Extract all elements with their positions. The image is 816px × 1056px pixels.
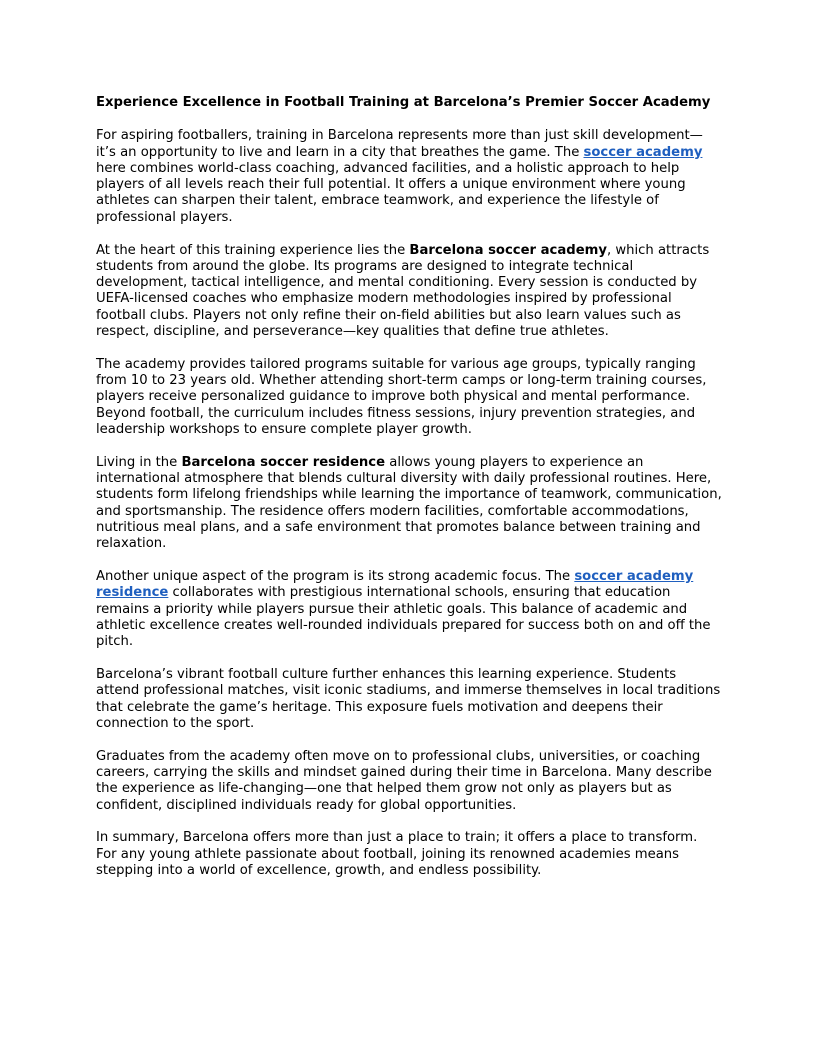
paragraph-intro [96, 128, 722, 226]
paragraph-academic-focus [96, 569, 722, 650]
paragraph-academic-text-before: Another unique aspect of the program is its strong academic focus. The [96, 569, 575, 585]
paragraph-intro-text-after: here combines world-class coaching, advanced facilities, and a holistic approach to help players of all levels reach their full potential. It offers a unique environment where young athletes can sharpen their talent, embrace teamwork, and experience the lifestyle of professional players. [96, 160, 686, 225]
bold-barcelona-soccer-academy: Barcelona soccer academy [409, 242, 607, 258]
paragraph-academic-text-after: collaborates with prestigious international schools, ensuring that education remains a priority while players pursue their athletic goals. This balance of academic and athletic excellence creates well-rounded individuals prepared for success both on and off the pitch. [96, 585, 711, 650]
paragraph-football-culture: Barcelona’s vibrant football culture further enhances this learning experience. Students attend professional matches, visit iconic stadiums, and immerse themselves in local traditions that celebrate the game’s heritage. This exposure fuels motivation and deepens their connection to the sport. [96, 667, 721, 731]
paragraph-heart-text-before: At the heart of this training experience lies the [96, 242, 410, 258]
paragraph-residence-text-before: Living in the [96, 454, 182, 470]
paragraph-summary: In summary, Barcelona offers more than just a place to train; it offers a place to transform. For any young athlete passionate about football, joining its renowned academies means stepping into a world of excellence, growth, and endless possibility. [96, 830, 698, 879]
paragraph-graduates: Graduates from the academy often move on to professional clubs, universities, or coaching careers, carrying the skills and mindset gained during their time in Barcelona. Many describe the experience as life-changing—one that helped them grow not only as players but as confident, disciplined individuals ready for global opportunities. [96, 748, 712, 813]
paragraph-residence-living [96, 455, 722, 553]
paragraph-heart-of-training [96, 243, 722, 341]
soccer-academy-residence-link[interactable]: soccer academy residence [96, 569, 694, 601]
paragraph-residence-text-after: allows young players to experience an international atmosphere that blends cultural diversity with daily professional routines. Here, students form lifelong friendships while learning the importance of teamwork, communication, and sportsmanship. The residence offers modern facilities, comfortable accommodations, nutritious meal plans, and a safe environment that promotes balance between training and relaxation. [96, 454, 722, 552]
document-title: Experience Excellence in Football Training at Barcelona’s Premier Soccer Academy [96, 95, 711, 110]
paragraph-tailored-programs: The academy provides tailored programs suitable for various age groups, typically ranging from 10 to 23 years old. Whether attending short-term camps or long-term training courses, players receive personalized guidance to improve both physical and mental performance. Beyond football, the curriculum includes fitness sessions, injury prevention strategies, and leadership workshops to ensure complete player growth. [96, 356, 707, 438]
paragraph-heart-text-after: , which attracts students from around the globe. Its programs are designed to integrate technical development, tactical intelligence, and mental conditioning. Every session is conducted by UEFA-licensed coaches who emphasize modern methodologies inspired by professional football clubs. Players not only refine their on-field abilities but also learn values such as respect, discipline, and perseverance—key qualities that define true athletes. [96, 242, 710, 340]
soccer-academy-link[interactable]: soccer academy [583, 144, 703, 160]
document-page [96, 95, 722, 896]
paragraph-intro-text-before: For aspiring footballers, training in Barcelona represents more than just skill development—it’s an opportunity to live and learn in a city that breathes the game. The [96, 128, 703, 160]
bold-barcelona-soccer-residence: Barcelona soccer residence [181, 454, 386, 470]
